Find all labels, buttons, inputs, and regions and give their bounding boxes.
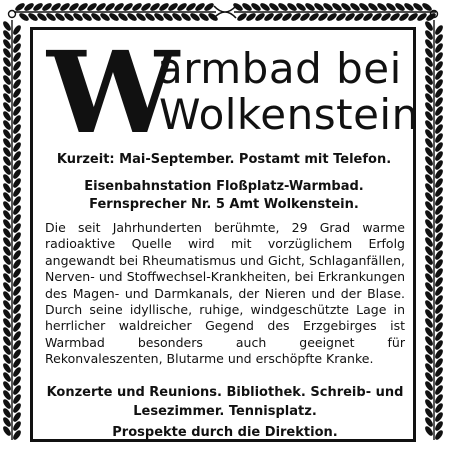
top-vine-leaf xyxy=(368,2,379,11)
right-vine-leaf xyxy=(424,102,433,113)
left-vine-leaf xyxy=(12,277,21,288)
right-vine-leaf xyxy=(424,57,433,68)
right-vine-leaf xyxy=(434,79,443,90)
right-vine-leaf xyxy=(424,345,433,356)
left-vine-leaf xyxy=(2,399,11,410)
right-vine-leaf xyxy=(424,30,433,41)
top-vine-leaf xyxy=(96,2,107,11)
right-vine-leaf xyxy=(434,277,443,288)
top-vine-leaf xyxy=(82,12,93,21)
top-vine-leaf xyxy=(186,2,197,11)
right-vine-leaf xyxy=(434,286,443,297)
top-vine-leaf xyxy=(363,12,374,21)
left-vine-leaf xyxy=(2,75,11,86)
top-vine-leaf xyxy=(251,2,262,11)
right-vine-leaf xyxy=(434,70,443,81)
right-vine-leaf xyxy=(434,268,443,279)
right-vine-leaf xyxy=(434,142,443,153)
right-vine-leaf xyxy=(424,381,433,392)
right-vine-leaf xyxy=(424,210,433,221)
right-vine-leaf xyxy=(434,25,443,36)
left-vine-leaf xyxy=(2,84,11,95)
top-vine-leaf xyxy=(163,12,174,21)
left-vine-leaf xyxy=(12,187,21,198)
left-vine-leaf xyxy=(2,192,11,203)
right-vine-leaf xyxy=(434,61,443,72)
right-vine-leaf xyxy=(424,66,433,77)
left-vine-leaf xyxy=(2,372,11,383)
top-vine-leaf xyxy=(314,2,325,11)
right-vine-leaf xyxy=(434,97,443,108)
right-vine-leaf xyxy=(424,372,433,383)
right-vine-leaf xyxy=(424,48,433,59)
left-vine-leaf xyxy=(12,169,21,180)
right-vine-leaf xyxy=(424,174,433,185)
right-vine-leaf xyxy=(424,273,433,284)
top-vine-leaf xyxy=(404,2,415,11)
left-vine-leaf xyxy=(12,412,21,423)
left-vine-leaf xyxy=(12,232,21,243)
right-vine-leaf xyxy=(434,34,443,45)
left-vine-leaf xyxy=(12,124,21,135)
right-vine-leaf xyxy=(434,430,443,441)
right-vine-leaf xyxy=(424,246,433,257)
right-vine-leaf xyxy=(434,385,443,396)
right-vine-leaf xyxy=(424,399,433,410)
top-vine-leaf xyxy=(181,12,192,21)
top-vine-leaf xyxy=(345,12,356,21)
left-vine-leaf xyxy=(12,430,21,441)
left-vine-leaf xyxy=(2,354,11,365)
left-vine-leaf xyxy=(12,151,21,162)
top-vine-leaf xyxy=(100,12,111,21)
top-vine-leaf xyxy=(69,2,80,11)
top-vine-leaf xyxy=(195,2,206,11)
top-vine-leaf xyxy=(287,2,298,11)
left-vine-leaf xyxy=(12,52,21,63)
left-vine-leaf xyxy=(2,327,11,338)
right-vine-leaf xyxy=(434,214,443,225)
right-vine-leaf xyxy=(424,417,433,428)
right-vine-leaf xyxy=(424,264,433,275)
headline-initial-letter: W xyxy=(47,28,180,159)
right-vine-leaf xyxy=(434,331,443,342)
right-vine-leaf xyxy=(424,354,433,365)
left-vine-leaf xyxy=(12,142,21,153)
right-vine-leaf xyxy=(434,115,443,126)
right-vine-leaf xyxy=(424,147,433,158)
left-vine-leaf xyxy=(2,255,11,266)
top-vine-leaf xyxy=(390,12,401,21)
top-vine-leaf xyxy=(300,12,311,21)
left-vine-leaf xyxy=(12,25,21,36)
ad-frame xyxy=(30,27,419,442)
top-vine-leaf xyxy=(78,2,89,11)
right-vine-leaf xyxy=(424,201,433,212)
left-vine-leaf xyxy=(2,183,11,194)
top-vine-leaf xyxy=(172,12,183,21)
right-vine-leaf xyxy=(434,205,443,216)
left-vine-leaf xyxy=(12,259,21,270)
left-vine-leaf xyxy=(2,147,11,158)
top-vine-leaf xyxy=(327,12,338,21)
right-vine-leaf xyxy=(434,124,443,135)
right-vine-leaf xyxy=(434,421,443,432)
left-vine-leaf xyxy=(2,246,11,257)
right-vine-leaf xyxy=(424,327,433,338)
left-vine-leaf xyxy=(2,165,11,176)
headline-line-1: armbad bei xyxy=(157,44,402,93)
left-vine-leaf xyxy=(12,250,21,261)
left-vine-leaf xyxy=(2,57,11,68)
top-vine-leaf xyxy=(417,12,428,21)
right-vine-leaf xyxy=(424,21,433,32)
right-vine-leaf xyxy=(434,358,443,369)
left-vine-leaf xyxy=(2,111,11,122)
top-vine-leaf xyxy=(150,2,161,11)
right-vine-leaf xyxy=(424,192,433,203)
top-vine-leaf xyxy=(109,12,120,21)
left-vine-leaf xyxy=(2,318,11,329)
right-vine-leaf xyxy=(424,309,433,320)
corner-curl xyxy=(9,11,16,18)
headline xyxy=(47,28,419,159)
top-vine-leaf xyxy=(395,2,406,11)
top-vine-leaf xyxy=(145,12,156,21)
top-vine-leaf xyxy=(336,12,347,21)
left-vine-leaf xyxy=(2,102,11,113)
left-vine-leaf xyxy=(2,408,11,419)
left-vine-leaf xyxy=(2,282,11,293)
top-vine-leaf xyxy=(19,12,30,21)
top-vine-leaf xyxy=(28,12,39,21)
top-vine-leaf xyxy=(318,12,329,21)
top-vine-leaf xyxy=(37,12,48,21)
top-vine-leaf xyxy=(123,2,134,11)
right-vine-leaf xyxy=(434,313,443,324)
left-vine-leaf xyxy=(2,426,11,437)
top-vine-leaf xyxy=(136,12,147,21)
right-vine-leaf xyxy=(434,394,443,405)
right-vine-leaf xyxy=(424,282,433,293)
top-vine-leaf xyxy=(386,2,397,11)
top-vine-leaf xyxy=(73,12,84,21)
right-vine-leaf xyxy=(424,156,433,167)
left-vine-leaf xyxy=(12,268,21,279)
left-vine-leaf xyxy=(12,205,21,216)
top-vine-leaf xyxy=(64,12,75,21)
left-vine-leaf xyxy=(2,210,11,221)
right-vine-leaf xyxy=(424,111,433,122)
right-vine-leaf xyxy=(434,178,443,189)
left-vine-leaf xyxy=(2,273,11,284)
left-vine-leaf xyxy=(2,390,11,401)
right-vine-leaf xyxy=(434,250,443,261)
right-vine-leaf xyxy=(424,75,433,86)
top-vine-leaf xyxy=(87,2,98,11)
top-vine-leaf xyxy=(159,2,170,11)
right-vine-leaf xyxy=(424,426,433,437)
top-vine-leaf xyxy=(177,2,188,11)
left-vine-leaf xyxy=(2,228,11,239)
top-vine-leaf xyxy=(377,2,388,11)
right-vine-leaf xyxy=(434,160,443,171)
top-vine-leaf xyxy=(246,12,257,21)
left-vine-leaf xyxy=(2,39,11,50)
left-vine-leaf xyxy=(12,322,21,333)
top-vine-leaf xyxy=(255,12,266,21)
left-vine-leaf xyxy=(12,340,21,351)
right-vine-leaf xyxy=(434,259,443,270)
left-vine-leaf xyxy=(12,34,21,45)
left-vine-leaf xyxy=(2,120,11,131)
right-vine-leaf xyxy=(434,52,443,63)
right-vine-leaf xyxy=(424,291,433,302)
top-vine-leaf xyxy=(291,12,302,21)
left-vine-leaf xyxy=(2,156,11,167)
left-vine-leaf xyxy=(12,394,21,405)
left-vine-leaf xyxy=(2,309,11,320)
top-vine-leaf xyxy=(190,12,201,21)
top-vine-leaf xyxy=(208,12,219,21)
station-info: Eisenbahnstation Floßplatz-Warmbad. xyxy=(84,179,364,194)
top-vine-leaf xyxy=(408,12,419,21)
left-vine-leaf xyxy=(2,345,11,356)
left-vine-leaf xyxy=(12,88,21,99)
left-vine-leaf xyxy=(12,331,21,342)
top-vine-leaf xyxy=(154,12,165,21)
right-vine-leaf xyxy=(424,318,433,329)
right-vine-leaf xyxy=(424,138,433,149)
left-vine-leaf xyxy=(12,178,21,189)
left-vine-leaf xyxy=(2,264,11,275)
left-vine-leaf xyxy=(2,138,11,149)
left-vine-leaf xyxy=(2,30,11,41)
top-vine-leaf xyxy=(204,2,215,11)
left-vine-leaf xyxy=(12,286,21,297)
top-vine-leaf xyxy=(381,12,392,21)
top-vine-leaf xyxy=(168,2,179,11)
left-vine-leaf xyxy=(2,237,11,248)
top-vine-leaf xyxy=(91,12,102,21)
top-vine-leaf xyxy=(60,2,71,11)
left-vine-leaf xyxy=(2,219,11,230)
left-vine-leaf xyxy=(12,241,21,252)
left-vine-leaf xyxy=(12,115,21,126)
amenities-list: Konzerte und Reunions. Bibliothek. Schreib- und Lesezimmer. Tennisplatz. xyxy=(46,385,404,419)
left-vine-leaf xyxy=(2,21,11,32)
top-vine-leaf xyxy=(260,2,271,11)
left-vine-leaf xyxy=(12,376,21,387)
right-vine-leaf xyxy=(434,196,443,207)
right-vine-leaf xyxy=(434,367,443,378)
top-vine-leaf xyxy=(282,12,293,21)
description-paragraph: Die seit Jahrhunderten berühmte, 29 Grad warme radioaktive Quelle wird mit vorzüglichem Erfolg angewandt bei Rheumatismus und Gicht, Schlaganfällen, Nerven- und Stoffwechsel-Krankheiten, bei Erkrankungen des Magen- und Darmkanals, der Nieren und der Blase. Durch seine idyllische, ruhige, windgeschützte Lage in herrlicher waldreicher Gegend des Erzgebirges ist Warmbad besonders auch geeignet für Rekonvaleszenten, Blutarme und erschöpfte Kranke. xyxy=(45,220,405,367)
top-vine-leaf xyxy=(273,12,284,21)
headline-line-2: Wolkenstein xyxy=(159,90,419,139)
right-vine-leaf xyxy=(434,223,443,234)
top-vine-leaf xyxy=(237,12,248,21)
left-vine-leaf xyxy=(12,358,21,369)
right-vine-leaf xyxy=(424,228,433,239)
right-vine-leaf xyxy=(434,322,443,333)
left-vine-leaf xyxy=(2,417,11,428)
right-vine-leaf xyxy=(424,93,433,104)
right-vine-leaf xyxy=(434,241,443,252)
phone-info: Fernsprecher Nr. 5 Amt Wolkenstein. xyxy=(89,197,359,212)
top-vine-leaf xyxy=(350,2,361,11)
right-vine-leaf xyxy=(434,349,443,360)
right-vine-leaf xyxy=(424,120,433,131)
top-vine-leaf xyxy=(33,2,44,11)
right-vine-leaf xyxy=(424,84,433,95)
right-vine-leaf xyxy=(424,300,433,311)
left-vine-leaf xyxy=(2,363,11,374)
right-vine-leaf xyxy=(424,255,433,266)
top-vine-leaf xyxy=(55,12,66,21)
right-vine-leaf xyxy=(434,232,443,243)
right-vine-leaf xyxy=(434,187,443,198)
right-vine-leaf xyxy=(434,169,443,180)
right-vine-leaf xyxy=(434,43,443,54)
left-vine-leaf xyxy=(12,196,21,207)
left-vine-leaf xyxy=(12,61,21,72)
top-vine-leaf xyxy=(399,12,410,21)
left-vine-leaf xyxy=(12,43,21,54)
top-vine-leaf xyxy=(199,12,210,21)
right-vine-leaf xyxy=(424,219,433,230)
right-vine-leaf xyxy=(434,88,443,99)
top-vine-leaf xyxy=(114,2,125,11)
right-vine-leaf xyxy=(424,237,433,248)
left-vine-leaf xyxy=(2,381,11,392)
left-vine-leaf xyxy=(12,349,21,360)
top-vine-leaf xyxy=(269,2,280,11)
left-vine-leaf xyxy=(2,66,11,77)
top-vine-leaf xyxy=(132,2,143,11)
left-vine-leaf xyxy=(2,174,11,185)
brochure-note: Prospekte durch die Direktion. xyxy=(112,425,338,440)
top-vine-leaf xyxy=(413,2,424,11)
top-center-knot xyxy=(214,6,236,18)
left-vine-leaf xyxy=(12,223,21,234)
left-vine-leaf xyxy=(12,313,21,324)
top-vine-leaf xyxy=(105,2,116,11)
left-vine-leaf xyxy=(2,201,11,212)
left-vine-leaf xyxy=(12,367,21,378)
top-vine-leaf xyxy=(24,2,35,11)
top-vine-leaf xyxy=(51,2,62,11)
left-vine-leaf xyxy=(2,93,11,104)
left-vine-leaf xyxy=(12,304,21,315)
left-vine-leaf xyxy=(2,300,11,311)
right-vine-leaf xyxy=(434,340,443,351)
left-vine-leaf xyxy=(12,106,21,117)
left-vine-leaf xyxy=(12,403,21,414)
left-vine-leaf xyxy=(12,214,21,225)
top-vine-leaf xyxy=(305,2,316,11)
right-vine-leaf xyxy=(434,106,443,117)
right-vine-leaf xyxy=(434,133,443,144)
top-vine-leaf xyxy=(15,2,26,11)
right-vine-leaf xyxy=(434,412,443,423)
right-vine-leaf xyxy=(424,336,433,347)
season-info: Kurzeit: Mai-September. Postamt mit Telefon. xyxy=(56,152,392,167)
right-vine-leaf xyxy=(424,129,433,140)
right-vine-leaf xyxy=(424,183,433,194)
top-vine-leaf xyxy=(309,12,320,21)
top-vine-leaf xyxy=(242,2,253,11)
right-vine-leaf xyxy=(434,151,443,162)
left-vine-leaf xyxy=(2,336,11,347)
top-vine-leaf xyxy=(372,12,383,21)
left-vine-leaf xyxy=(2,291,11,302)
top-vine-leaf xyxy=(118,12,129,21)
right-vine-leaf xyxy=(434,304,443,315)
left-vine-leaf xyxy=(12,79,21,90)
right-vine-leaf xyxy=(424,408,433,419)
top-vine-leaf xyxy=(127,12,138,21)
right-vine-leaf xyxy=(434,403,443,414)
left-vine-leaf xyxy=(12,385,21,396)
left-vine-leaf xyxy=(2,129,11,140)
top-vine-leaf xyxy=(354,12,365,21)
top-vine-leaf xyxy=(296,2,307,11)
top-vine-leaf xyxy=(141,2,152,11)
right-vine-leaf xyxy=(424,39,433,50)
left-vine-leaf xyxy=(2,48,11,59)
left-vine-leaf xyxy=(12,70,21,81)
right-vine-leaf xyxy=(424,390,433,401)
left-vine-leaf xyxy=(12,97,21,108)
top-vine-leaf xyxy=(359,2,370,11)
top-vine-leaf xyxy=(332,2,343,11)
right-vine-leaf xyxy=(434,376,443,387)
right-vine-leaf xyxy=(424,363,433,374)
left-vine-leaf xyxy=(12,160,21,171)
top-vine-leaf xyxy=(341,2,352,11)
left-vine-leaf xyxy=(12,295,21,306)
right-vine-leaf xyxy=(424,165,433,176)
left-vine-leaf xyxy=(12,421,21,432)
top-vine-leaf xyxy=(278,2,289,11)
left-vine-leaf xyxy=(12,133,21,144)
top-vine-leaf xyxy=(42,2,53,11)
top-vine-leaf xyxy=(264,12,275,21)
top-vine-leaf xyxy=(46,12,57,21)
top-vine-leaf xyxy=(323,2,334,11)
top-vine-leaf xyxy=(422,2,433,11)
right-vine-leaf xyxy=(434,295,443,306)
